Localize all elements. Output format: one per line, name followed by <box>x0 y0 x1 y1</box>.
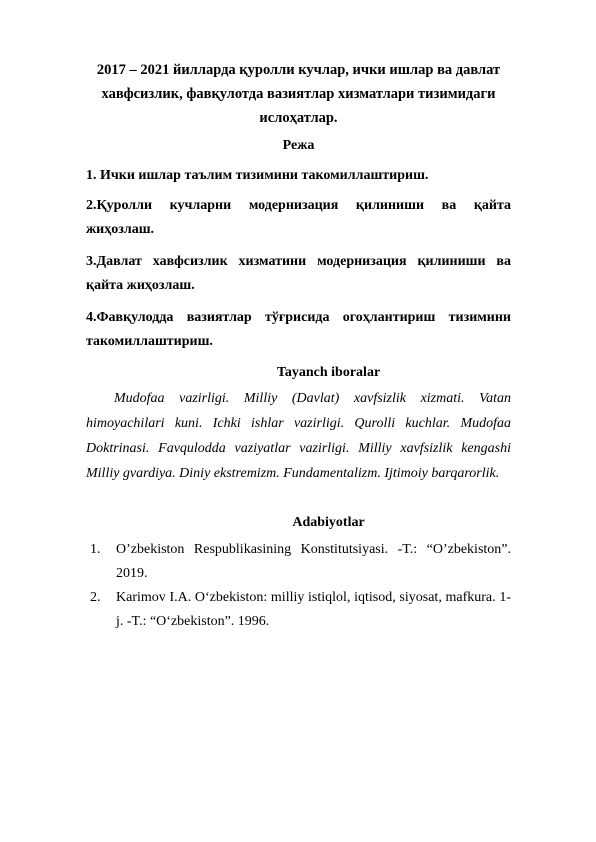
references-list <box>86 538 511 634</box>
document-page <box>86 58 511 634</box>
key-terms-paragraph: Mudofaa vazirligi. Milliy (Davlat) xavfsizlik xizmati. Vatan himoyachilari kuni. Ichki ishlar vazirligi. Qurolli kuchlar. Mudofaa Doktrinasi. Favqulodda vaziyatlar vazirligi. Milliy xavfsizlik kengashi Milliy gvardiya. Diniy ekstremizm. Fundamentalizm. Ijtimoiy barqarorlik. <box>86 391 511 481</box>
plan-item-1: 1. Ички ишлар таълим тизимини такомиллаштириш. <box>86 168 429 183</box>
reference-number: 2. <box>90 590 101 605</box>
reference-item-2 <box>86 586 511 634</box>
document-title: 2017 – 2021 йилларда қуролли кучлар, ички ишлар ва давлат хавфсизлик, фавқулотда вазиятлар хизматлари тизимидаги ислоҳатлар. <box>96 62 501 126</box>
reference-item-1 <box>86 538 511 586</box>
reference-text: Karimov I.A. O‘zbekiston: milliy istiqlol, iqtisod, siyosat, mafkura. 1-j. -T.: “O‘zbekiston”. 1996. <box>116 590 511 629</box>
plan-item-2: 2.Қуролли кучларни модернизация қилиниши ва қайта жиҳозлаш. <box>86 198 511 237</box>
plan-item-4: 4.Фавқулодда вазиятлар тўғрисида огоҳлантириш тизимини такомиллаштириш. <box>86 310 511 349</box>
key-terms-heading: Tayanch iboralar <box>276 365 381 380</box>
plan-item-3: 3.Давлат хавфсизлик хизматини модернизация қилиниши ва қайта жиҳозлаш. <box>86 254 511 293</box>
reference-number: 1. <box>90 542 101 557</box>
references-heading: Adabiyotlar <box>292 515 365 530</box>
reference-text: O’zbekiston Respublikasining Konstitutsiyasi. -T.: “O’zbekiston”. 2019. <box>116 542 511 581</box>
plan-heading: Режа <box>282 138 315 153</box>
